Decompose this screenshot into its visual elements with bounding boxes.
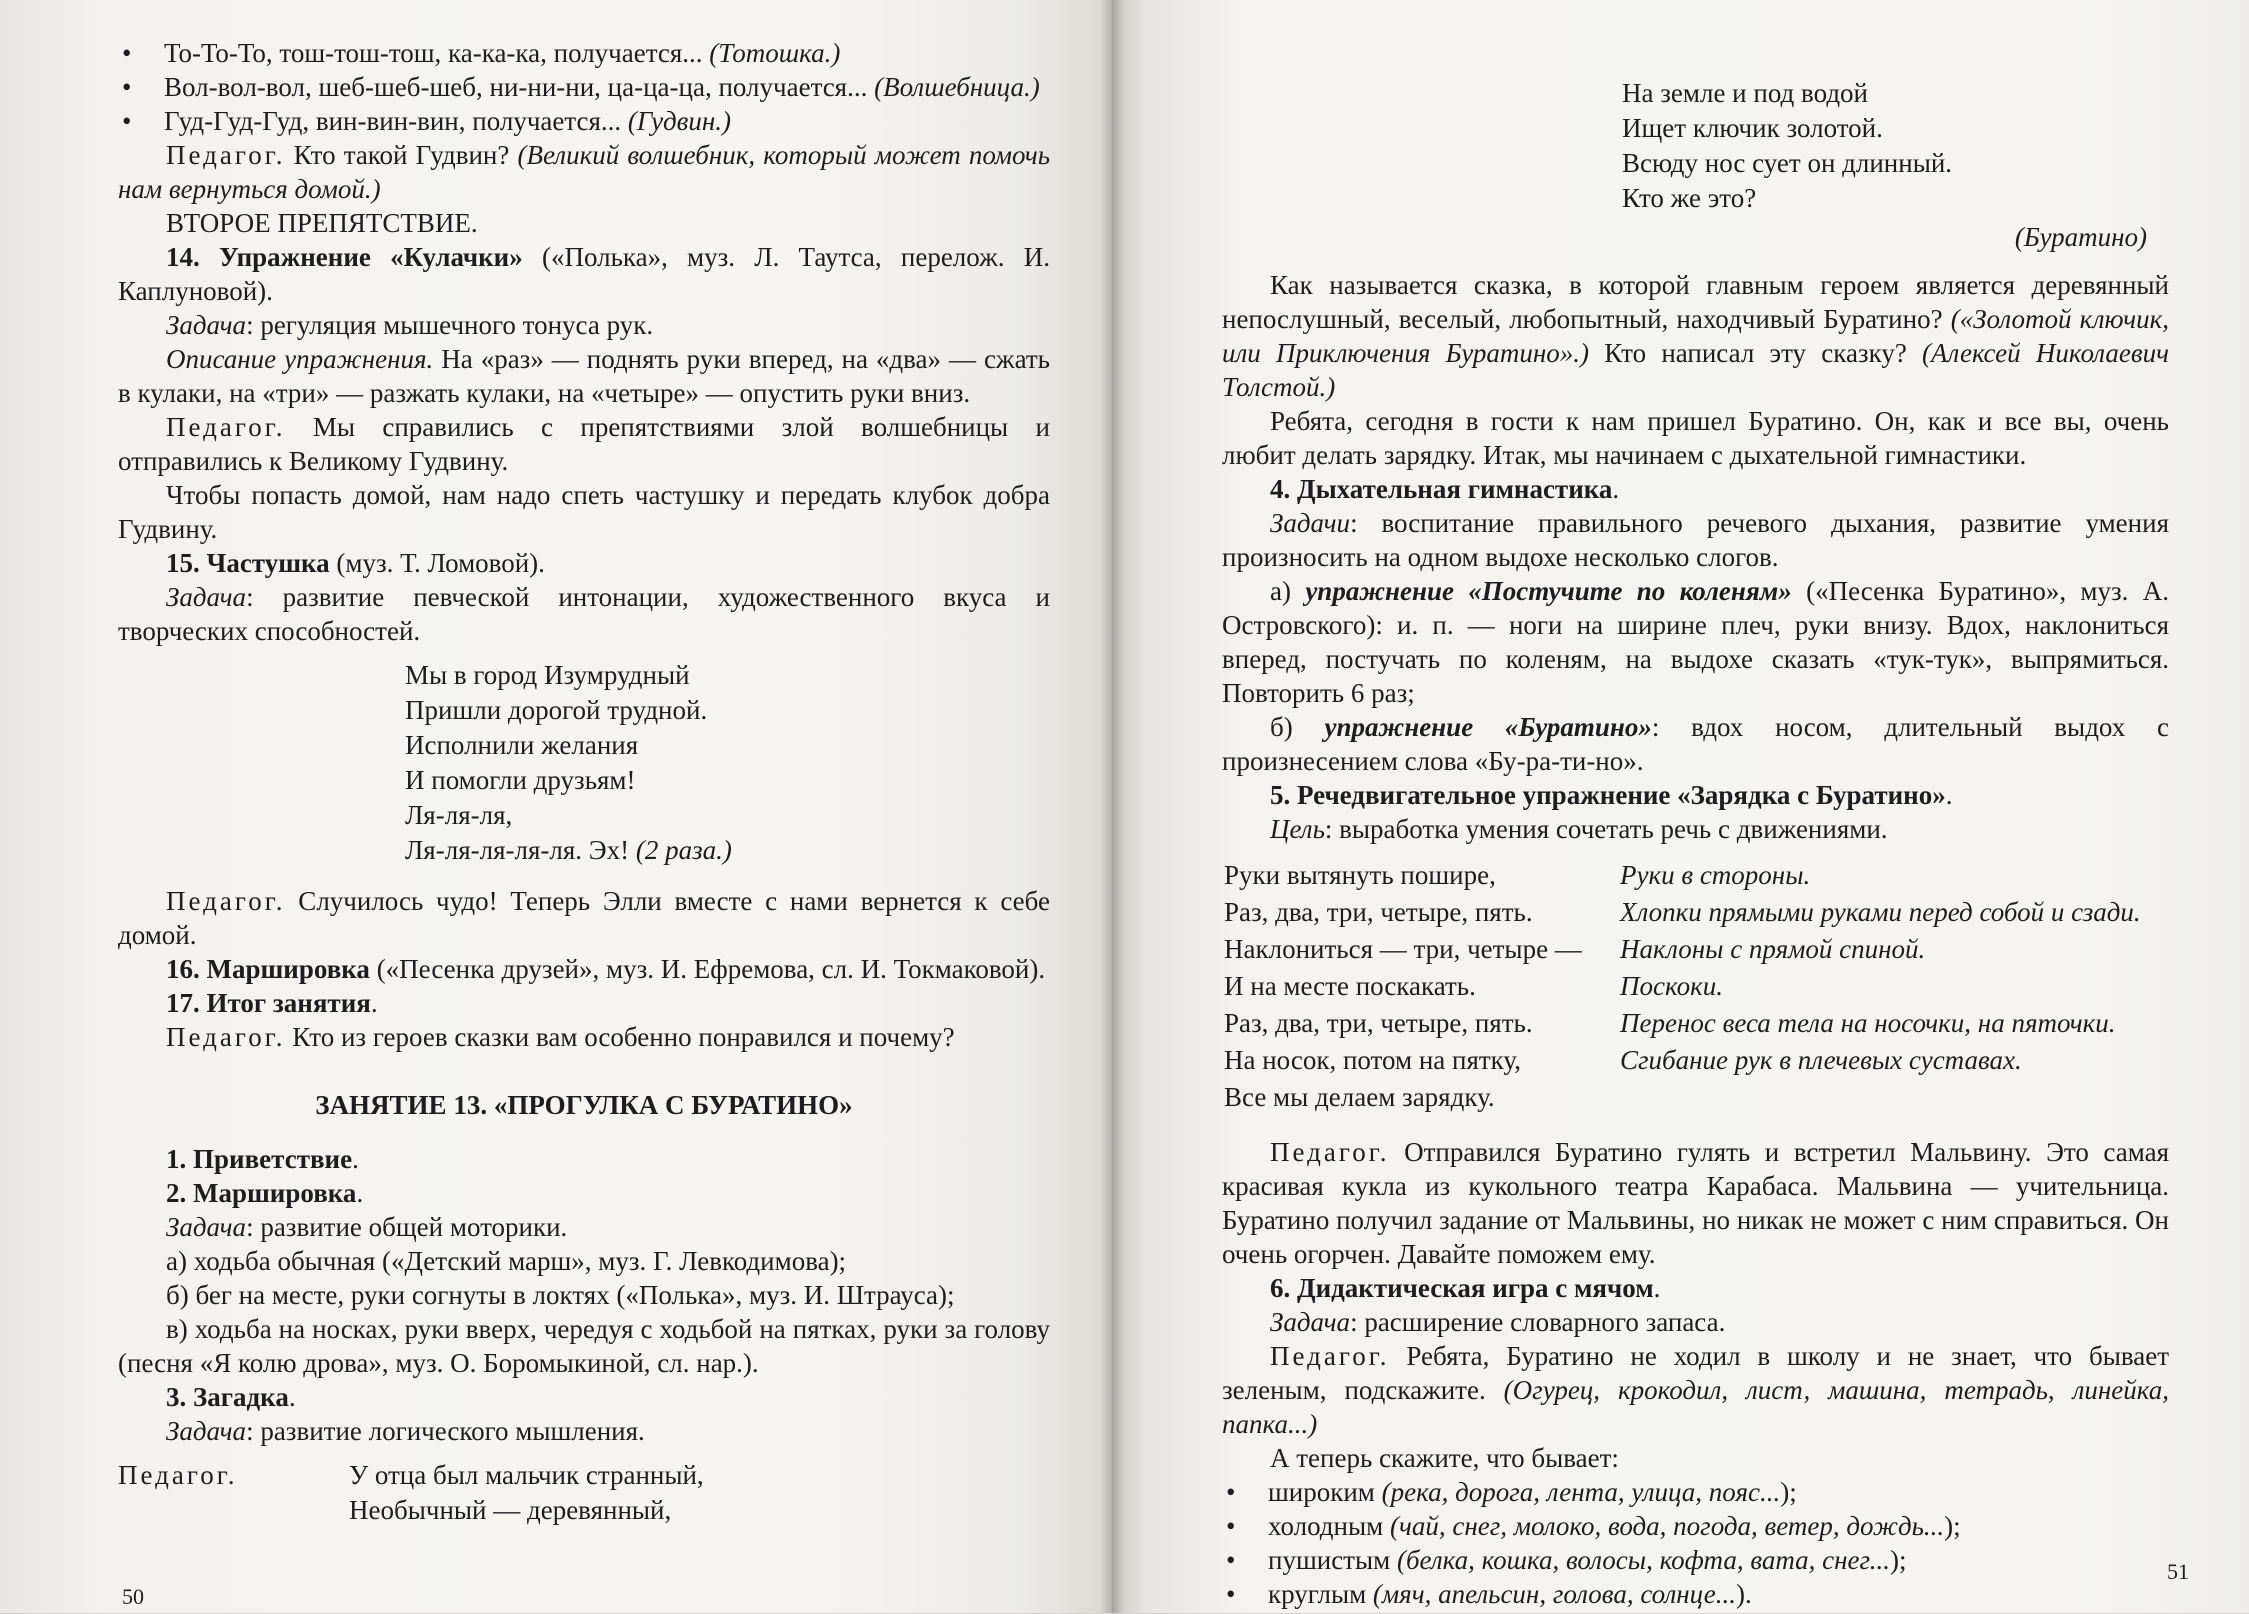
verse-line: И помогли друзьям! [405, 765, 636, 795]
verse-line: Кто же это? [1622, 183, 1757, 213]
list-item: б) бег на месте, руки согнуты в локтях («Полька», муз. И. Штрауса); [166, 1280, 955, 1310]
exercise-heading: 17. Итог занятия. [166, 988, 378, 1018]
left-page [0, 0, 1112, 1613]
table-row: И на месте поскакать. Поскоки. [1224, 971, 1723, 1001]
paragraph: Педагог. Кто такой Гудвин? (Великий волшебник, который может помочь нам вернуться домой.) [118, 140, 1051, 204]
list-item: • То-То-То, тош-тош-тош, ка-ка-ка, получается... (Тотошка.) [118, 36, 1050, 70]
verse-line: Исполнили желания [405, 730, 639, 760]
verse-line: У отца был мальчик странный, [349, 1460, 704, 1490]
task-line: Задача: развитие логического мышления. [166, 1416, 645, 1446]
section-heading: ВТОРОЕ ПРЕПЯТСТВИЕ. [166, 208, 478, 238]
paragraph: Как называется сказка, в которой главным героем является деревянный непослушный, веселый, любопытный, находчивый Буратино? («Золотой ключик, или Приключения Буратино».) Кто написал эту сказку? (Алексей Николаевич Толстой.) [1222, 270, 2169, 402]
page-number: 51 [2167, 1559, 2189, 1584]
exercise-heading: 16. Маршировка («Песенка друзей», муз. И. Ефремова, сл. И. Токмаковой). [166, 954, 1046, 984]
verse-line: На земле и под водой [1622, 78, 1869, 108]
list-item: • пушистым (белка, кошка, волосы, кофта, вата, снег...); [1222, 1543, 2169, 1577]
right-page [1112, 0, 2249, 1613]
task-line: Задача: регуляция мышечного тонуса рук. [166, 310, 654, 340]
paragraph: Педагог. Отправился Буратино гулять и встретил Мальвину. Это самая красивая кукла из кукольного театра Карабаса. Мальвина — учительница. Буратино получил задание от Мальвины, но никак не может с ним справиться. Он очень огорчен. Давайте поможем ему. [1222, 1137, 2169, 1269]
verse-line: Ля-ля-ля-ля-ля. Эх! (2 раза.) [405, 835, 732, 865]
paragraph: Чтобы попасть домой, нам надо спеть частушку и передать клубок добра Гудвину. [118, 480, 1050, 544]
task-line: Задача: развитие певческой интонации, художественного вкуса и творческих способностей. [118, 582, 1050, 646]
exercise-heading: 5. Речедвигательное упражнение «Зарядка с Буратино». [1270, 780, 1953, 810]
verse-line: Ищет ключик золотой. [1622, 113, 1883, 143]
task-line: Задачи: воспитание правильного речевого дыхания, развитие умения произносить на одном выдохе несколько слогов. [1222, 508, 2169, 572]
paragraph: Педагог. Случилось чудо! Теперь Элли вместе с нами вернется к себе домой. [118, 886, 1050, 950]
verse-line: Ля-ля-ля, [405, 800, 513, 830]
table-row: Раз, два, три, четыре, пять. Перенос веса тела на носочки, на пяточки. [1224, 1008, 2116, 1038]
task-line: Задача: расширение словарного запаса. [1270, 1307, 1726, 1337]
goal-line: Цель: выработка умения сочетать речь с движениями. [1270, 814, 1888, 844]
paragraph: Педагог. Ребята, Буратино не ходил в школу и не знает, что бывает зеленым, подскажите. (Огурец, крокодил, лист, машина, тетрадь, линейка, папка...) [1222, 1341, 2169, 1439]
paragraph: Ребята, сегодня в гости к нам пришел Буратино. Он, как и все вы, очень любит делать зарядку. Итак, мы начинаем с дыхательной гимнастики. [1222, 406, 2169, 470]
verse-line: Мы в город Изумрудный [405, 660, 690, 690]
list-item: б) упражнение «Буратино»: вдох носом, длительный выдох с произнесением слова «Бу-ра-ти-но». [1222, 712, 2170, 776]
exercise-heading: 2. Маршировка. [166, 1178, 364, 1208]
riddle-end [1622, 76, 2169, 216]
table-row: Руки вытянуть пошире, Руки в стороны. [1224, 860, 1811, 890]
table-row: Раз, два, три, четыре, пять. Хлопки прямыми руками перед собой и сзади. [1224, 897, 2141, 927]
description-line: Описание упражнения. На «раз» — поднять руки вперед, на «два» — сжать в кулаки, на «три» — разжать кулаки, на «четыре» — опустить руки вниз. [118, 344, 1050, 408]
verse-line: Всюду нос сует он длинный. [1622, 148, 1953, 178]
exercise-heading: 14. Упражнение «Кулачки» («Полька», муз. Л. Таутса, перелож. И. Каплуновой). [118, 242, 1050, 306]
table-row: На носок, потом на пятку, Сгибание рук в плечевых суставах. [1224, 1045, 2022, 1075]
list-item: в) ходьба на носках, руки вверх, чередуя с ходьбой на пятках, руки за голову (песня «Я колю дрова», муз. О. Боромыкиной, сл. нар.). [118, 1314, 1050, 1378]
exercise-heading: 1. Приветствие. [166, 1144, 359, 1174]
paragraph: Педагог. Мы справились с препятствиями злой волшебницы и отправились к Великому Гудвину. [118, 412, 1050, 476]
exercise-heading: 3. Загадка. [166, 1382, 296, 1412]
speaker-label: Педагог. [118, 1460, 238, 1490]
list-item: • широким (река, дорога, лента, улица, пояс...); [1222, 1475, 2169, 1509]
exercise-heading: 4. Дыхательная гимнастика. [1270, 474, 1620, 504]
verse-line: Пришли дорогой трудной. [405, 695, 708, 725]
list-item: а) ходьба обычная («Детский марш», муз. Г. Левкодимова); [166, 1246, 847, 1276]
list-item: • круглым (мяч, апельсин, голова, солнце...). [1222, 1577, 2169, 1611]
exercise-heading: 15. Частушка (муз. Т. Ломовой). [166, 548, 545, 578]
table-row: Наклониться — три, четыре — Наклоны с прямой спиной. [1224, 934, 1926, 964]
paragraph: А теперь скажите, что бывает: [1270, 1443, 1619, 1473]
riddle-answer: (Буратино) [2014, 222, 2147, 252]
paragraph: Педагог. Кто из героев сказки вам особенно понравился и почему? [166, 1022, 955, 1052]
task-line: Задача: развитие общей моторики. [166, 1212, 568, 1242]
exercise-heading: 6. Дидактическая игра с мячом. [1270, 1273, 1661, 1303]
song-verse [405, 658, 1050, 868]
page-number: 50 [122, 1584, 144, 1609]
verse-line: Необычный — деревянный, [349, 1495, 672, 1525]
riddle-start [118, 1458, 1050, 1528]
list-item: • Вол-вол-вол, шеб-шеб-шеб, ни-ни-ни, ца-ца-ца, получается... (Волшебница.) [118, 70, 1050, 104]
list-item: а) упражнение «Постучите по коленям» («Песенка Буратино», муз. А. Островского): и. п. — ноги на ширине плеч, руки внизу. Вдох, наклониться вперед, постучать по коленям, на выдохе сказать «тук-тук», выпрямиться. Повторить 6 раз; [1222, 576, 2170, 708]
table-row: Все мы делаем зарядку. [1224, 1082, 1495, 1112]
list-item: • Гуд-Гуд-Гуд, вин-вин-вин, получается... (Гудвин.) [118, 104, 1050, 138]
book-gutter [1100, 0, 1124, 1613]
list-item: • холодным (чай, снег, молоко, вода, погода, ветер, дождь...); [1222, 1509, 2169, 1543]
lesson-title: ЗАНЯТИЕ 13. «ПРОГУЛКА С БУРАТИНО» [315, 1090, 853, 1120]
exercise-table [1222, 858, 2143, 1117]
